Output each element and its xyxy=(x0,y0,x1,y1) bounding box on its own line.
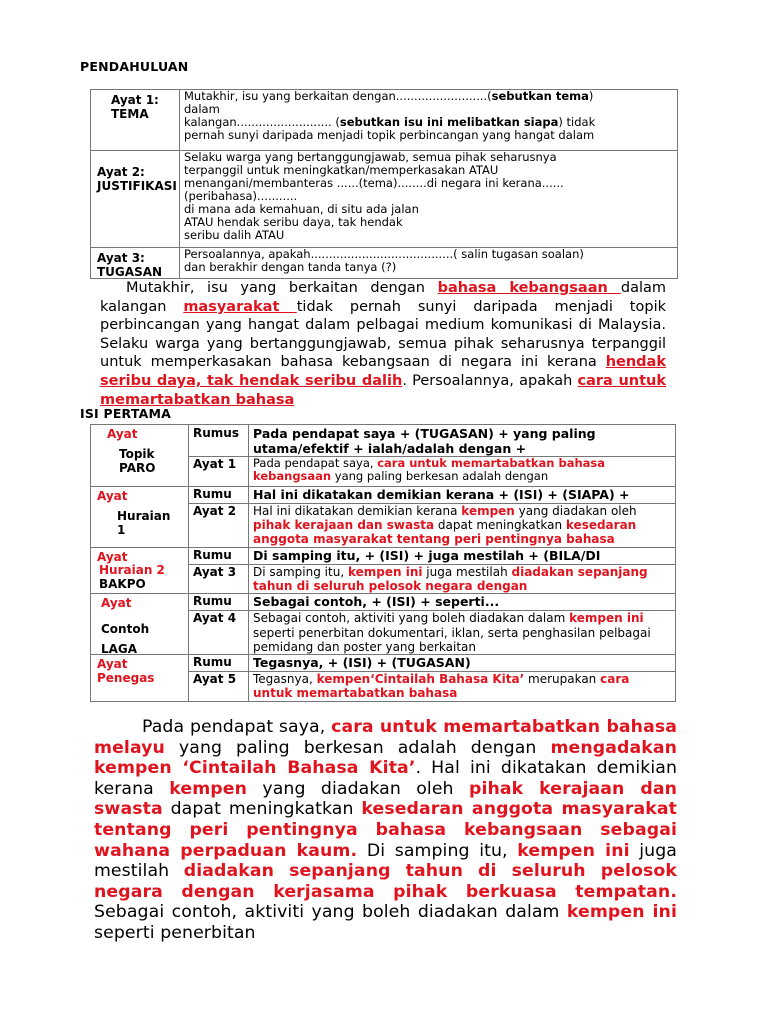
rumus-text: Sebagai contoh, + (ISI) + seperti... xyxy=(253,594,500,609)
example-text xyxy=(249,565,675,593)
text-run: sebutkan isu ini melibatkan siapa xyxy=(339,115,559,129)
group-label xyxy=(91,487,189,547)
table-row xyxy=(91,655,675,701)
text-run: Di samping itu, xyxy=(357,840,518,861)
content-line xyxy=(184,261,673,274)
ayat-row xyxy=(189,456,675,486)
row-content xyxy=(180,151,677,247)
text-run: Selaku warga yang bertanggungjawab, semua pihak seharusnya xyxy=(184,150,557,164)
group-body xyxy=(189,655,675,701)
row-content xyxy=(180,90,677,150)
table-row xyxy=(91,487,675,548)
table-row xyxy=(91,151,677,248)
highlighted-text: kempen ini xyxy=(347,565,423,579)
ayat-row xyxy=(189,610,675,655)
rumus-text: Hal ini dikatakan demikian kerana + (ISI) + (SIAPA) + xyxy=(253,487,630,502)
text-run: dan berakhir dengan tanda tanya (?) xyxy=(184,260,397,274)
text-run: dapat meningkatkan xyxy=(162,799,362,820)
text-run: di mana ada kemahuan, di situ ada jalan xyxy=(184,202,419,216)
ayat-label: Ayat 5 xyxy=(189,672,249,701)
text-run: kalangan.......................... ( xyxy=(184,115,340,129)
text-run: tidak pernah sunyi daripada menjadi topik perbincangan yang hangat dalam pelbagai medium komunikasi di Malaysia. Selaku warga yang bertanggungjawab, semua pihak seharusnya terpanggil untuk memperkasakan bahasa kebangsaan di negara ini kerana xyxy=(100,298,666,371)
isi-pertama-table xyxy=(90,424,676,702)
text-run: terpanggil untuk meningkatkan/memperkasakan ATAU xyxy=(184,163,499,177)
rumus-row xyxy=(189,548,675,564)
highlighted-text: pihak kerajaan dan swasta xyxy=(253,518,435,532)
highlighted-text: diadakan sepanjang tahun di seluruh pelosok negara dengan kerjasama pihak berkuasa tempatan. xyxy=(94,861,677,902)
heading-isi-pertama: ISI PERTAMA xyxy=(80,406,171,421)
text-run: yang paling berkesan adalah dengan xyxy=(331,469,549,483)
highlighted-text: cara untuk memartabatkan bahasa xyxy=(100,372,667,408)
highlighted-text: kempen xyxy=(461,504,515,518)
highlighted-text: cara untuk memartabatkan bahasa kebangsaan xyxy=(253,456,606,483)
label-top: Ayat xyxy=(97,489,128,503)
text-run: yang diadakan oleh xyxy=(514,504,637,518)
text-run: ) tidak xyxy=(558,115,596,129)
highlighted-text: pihak kerajaan dan swasta xyxy=(94,778,677,820)
text-run: seperti penerbitan xyxy=(94,922,256,943)
row-label: Ayat 2: JUSTIFIKASI xyxy=(91,151,180,247)
rumus-label: Rumu xyxy=(189,548,249,564)
label-rest: Huraian xyxy=(117,509,171,523)
text-run: dalam kalangan xyxy=(100,280,666,315)
ayat-row xyxy=(189,564,675,593)
ayat-label: Ayat 2 xyxy=(189,504,249,547)
heading-pendahuluan: PENDAHULUAN xyxy=(80,59,189,74)
highlighted-text: kempen ini xyxy=(517,840,630,861)
text-run: yang paling berkesan adalah dengan xyxy=(164,737,551,758)
rumus-label: Rumu xyxy=(189,655,249,671)
label-rest: Contoh xyxy=(101,622,150,636)
highlighted-text: kempen ini xyxy=(566,902,677,923)
text-run: Sebagai contoh, aktiviti yang boleh diadakan dalam xyxy=(94,902,567,923)
text-run: merupakan xyxy=(524,672,601,686)
label-top: Ayat xyxy=(101,596,132,610)
rumus-row xyxy=(189,487,675,503)
table-row xyxy=(91,425,675,487)
table-row xyxy=(91,548,675,594)
text-run: seperti penerbitan dokumentari, iklan, serta penghasilan pelbagai pemidang dan poster yang berkaitan xyxy=(253,625,651,654)
model-paragraph xyxy=(94,717,677,947)
row-content xyxy=(180,248,677,278)
text-run: yang diadakan oleh xyxy=(247,778,469,799)
text-run: Mutakhir, isu yang berkaitan dengan xyxy=(126,280,438,296)
text-run: juga mestilah xyxy=(94,840,677,882)
text-run: Tegasnya, xyxy=(253,672,317,686)
paragraph-text xyxy=(100,279,666,409)
content-line xyxy=(184,90,673,103)
group-label xyxy=(91,425,189,486)
table-row xyxy=(91,594,675,655)
group-label xyxy=(91,548,189,593)
text-run: Sebagai contoh, aktiviti yang boleh diadakan dalam xyxy=(253,611,570,625)
pendahuluan-table xyxy=(90,89,678,279)
text-run: menangani/membanteras ......(tema)........di negara ini kerana...... xyxy=(184,176,564,190)
group-body xyxy=(189,594,675,654)
label-top: Ayat xyxy=(97,550,128,564)
highlighted-text: kempen ini xyxy=(569,611,644,625)
group-body xyxy=(189,487,675,547)
label-rest: Huraian 2 xyxy=(99,563,165,577)
label-bottom: BAKPO xyxy=(99,577,146,591)
label-top: Ayat xyxy=(107,427,138,441)
table-row xyxy=(91,248,677,278)
highlighted-text: kesedaran anggota masyarakat tentang peri pentingnya bahasa xyxy=(253,518,637,546)
text-run: Di samping itu, xyxy=(253,565,348,579)
label-bottom: PARO xyxy=(119,461,156,475)
highlighted-text: cara untuk memartabatkan bahasa xyxy=(253,672,630,700)
highlighted-text: diadakan sepanjang tahun di seluruh pelosok negara dengan xyxy=(253,565,648,593)
row-label: Ayat 3: TUGASAN xyxy=(91,248,180,278)
text-run: dapat meningkatkan xyxy=(434,518,566,532)
ayat-label: Ayat 1 xyxy=(189,457,249,486)
rumus-text: Tegasnya, + (ISI) + (TUGASAN) xyxy=(253,655,471,670)
label-bottom: 1 xyxy=(117,523,126,537)
text-run: dalam xyxy=(184,102,220,116)
group-body xyxy=(189,548,675,593)
ayat-label: Ayat 3 xyxy=(189,565,249,593)
example-text xyxy=(249,672,675,701)
ayat-row xyxy=(189,503,675,547)
ayat-label: Ayat 4 xyxy=(189,611,249,655)
highlighted-text: kempen xyxy=(169,778,247,799)
highlighted-text: bahasa kebangsaan xyxy=(437,280,621,296)
rumus-text: Di samping itu, + (ISI) + juga mestilah + (BILA/DI xyxy=(253,548,601,563)
rumus-row xyxy=(189,425,675,456)
text-run: . Persoalannya, apakah xyxy=(402,372,578,389)
text-run: seribu dalih ATAU xyxy=(184,228,285,242)
text-run: . Hal ini dikatakan demikian kerana xyxy=(94,758,677,799)
highlighted-text: cara untuk memartabatkan bahasa melayu xyxy=(94,717,677,758)
text-run: ) xyxy=(588,89,594,103)
text-run: pernah sunyi daripada menjadi topik perbincangan yang hangat dalam xyxy=(184,128,595,142)
example-text xyxy=(249,457,675,486)
table-row xyxy=(91,90,677,151)
row-label: Ayat 1: TEMA xyxy=(91,90,180,150)
text-run: sebutkan tema xyxy=(491,89,589,103)
paragraph-text xyxy=(94,717,677,944)
text-run: Hal ini dikatakan demikian kerana xyxy=(253,504,462,518)
text-run: Persoalannya, apakah.......................................( salin tugasan soalan) xyxy=(184,247,584,261)
group-label xyxy=(91,655,189,701)
label-top: Ayat xyxy=(97,657,128,671)
pendahuluan-paragraph xyxy=(90,279,676,408)
label-rest: Topik xyxy=(119,447,155,461)
rumus-row xyxy=(189,655,675,671)
highlighted-text: mengadakan kempen ‘Cintailah Bahasa Kita’ xyxy=(94,737,677,779)
content-line xyxy=(184,229,673,242)
rumus-text: Pada pendapat saya + (TUGASAN) + yang paling utama/efektif + ialah/adalah dengan + xyxy=(253,426,596,456)
label-bottom: LAGA xyxy=(101,642,138,656)
label-rest: Penegas xyxy=(97,671,155,685)
content-line xyxy=(184,129,673,142)
text-run: Mutakhir, isu yang berkaitan dengan.........................( xyxy=(184,89,492,103)
highlighted-text: kempen‘Cintailah Bahasa Kita’ xyxy=(316,672,525,686)
rumus-row xyxy=(189,594,675,610)
highlighted-text: hendak seribu daya, tak hendak seribu dalih xyxy=(100,354,666,389)
group-body xyxy=(189,425,675,486)
text-run: ATAU hendak seribu daya, tak hendak xyxy=(184,215,403,229)
rumus-label: Rumu xyxy=(189,487,249,503)
text-run: juga mestilah xyxy=(422,565,512,579)
rumus-label: Rumus xyxy=(189,425,249,456)
text-run: (peribahasa)........... xyxy=(184,189,298,203)
rumus-label: Rumu xyxy=(189,594,249,610)
example-text xyxy=(249,504,675,547)
highlighted-text: kesedaran anggota masyarakat tentang peri pentingnya bahasa kebangsaan sebagai wahana perpaduan kaum. xyxy=(94,799,677,861)
group-label xyxy=(91,594,189,654)
text-run: Pada pendapat saya, xyxy=(253,456,378,470)
text-run: Pada pendapat saya, xyxy=(142,717,332,737)
highlighted-text: masyarakat xyxy=(183,298,297,315)
ayat-row xyxy=(189,671,675,701)
example-text xyxy=(249,611,675,655)
